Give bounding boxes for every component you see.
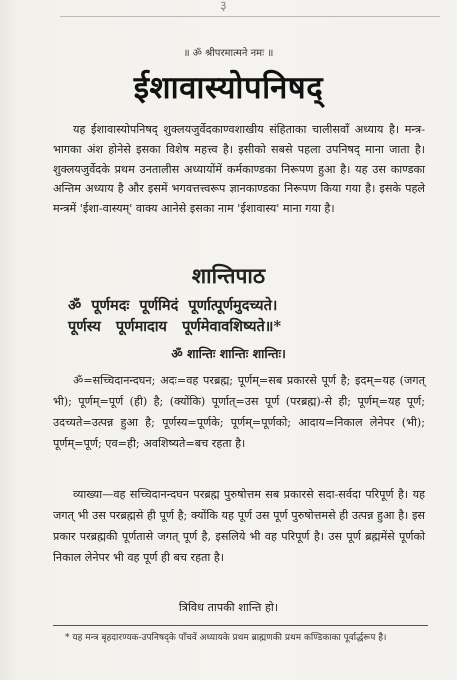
- section-title: शान्तिपाठ: [191, 263, 266, 288]
- page-title: ईशावास्योपनिषद्: [133, 70, 324, 106]
- footnote-divider: [53, 625, 428, 626]
- mantra-line-1-text: ॐ पूर्णमदः पूर्णमिदं पूर्णात्पूर्णमुदच्यते।: [68, 297, 278, 314]
- explanation-paragraph: व्याख्या—वह सच्चिदानन्दघन परब्रह्म पुरुषोत्तम सब प्रकारसे सदा-सर्वदा परिपूर्ण है। यह जगत् भी उस परब्रह्मसे ही पूर्ण है; क्योंकि यह पूर्ण उस पूर्ण पुरुषोत्तमसे ही उत्पन्न हुआ है। इस प्रकार परब्रह्मकी पूर्णतासे जगत् पूर्ण है, इसलिये भी वह परिपूर्ण है। उस पूर्ण ब्रह्ममेंसे पूर्णको निकाल लेनेपर भी वह पूर्ण ही बच रहता है।: [53, 488, 425, 564]
- running-head: [60, 0, 440, 17]
- intro-paragraph: यह ईशावास्योपनिषद् शुक्लयजुर्वेदकाण्वशाखीय संहिताका चालीसवाँ अध्याय है। मन्त्र-भागका अंश होनेसे इसका विशेष महत्त्व है। इसीको सबसे पहला उपनिषद् माना जाता है। शुक्लयजुर्वेदके प्रथम उनतालीस अध्यायोंमें कर्मकाण्डका निरूपण हुआ है। यह उस काण्डका अन्तिम अध्याय है और इसमें भगवत्तत्त्वरूप ज्ञानकाण्डका निरूपण किया गया है। इसके पहले मन्त्रमें 'ईशा-वास्यम्' वाक्य आनेसे इसका नाम 'ईशावास्य' माना गया है।: [53, 123, 425, 216]
- running-head-text: ३: [220, 0, 227, 14]
- footnote: * यह मन्त्र बृहदारण्यक-उपनिषद्के पाँचवें अध्यायके प्रथम ब्राह्मणकी प्रथम कण्डिकाका पूर्वार्द्धरूप है।: [65, 633, 387, 643]
- invocation: ॥ ॐ श्रीपरमात्मने नमः ॥: [183, 48, 274, 59]
- word-meaning-paragraph: ॐ=सच्चिदानन्दघन; अदः=वह परब्रह्म; पूर्णम्=सब प्रकारसे पूर्ण है; इदम्=यह (जगत् भी); पूर्णम्=पूर्ण (ही) है; (क्योंकि) पूर्णात्=उस पूर्ण (परब्रह्म)-से ही; पूर्णम्=यह पूर्ण; उदच्यते=उत्पन्न हुआ है; पूर्णस्य=पूर्णके; पूर्णम्=पूर्णको; आदाय=निकाल लेनेपर (भी); पूर्णम्=पूर्ण; एव=ही; अवशिष्यते=बच रहता है।: [53, 374, 425, 450]
- mantra-line-2-text: पूर्णस्य पूर्णमादाय पूर्णमेवावशिष्यते॥*: [68, 318, 282, 335]
- shanti-line: ॐ शान्तिः शान्तिः शान्तिः।: [171, 346, 286, 361]
- mantra-line-2: [68, 317, 398, 337]
- trividh-line: त्रिविध तापकी शान्ति हो।: [178, 601, 279, 614]
- mantra-line-1: [68, 296, 398, 316]
